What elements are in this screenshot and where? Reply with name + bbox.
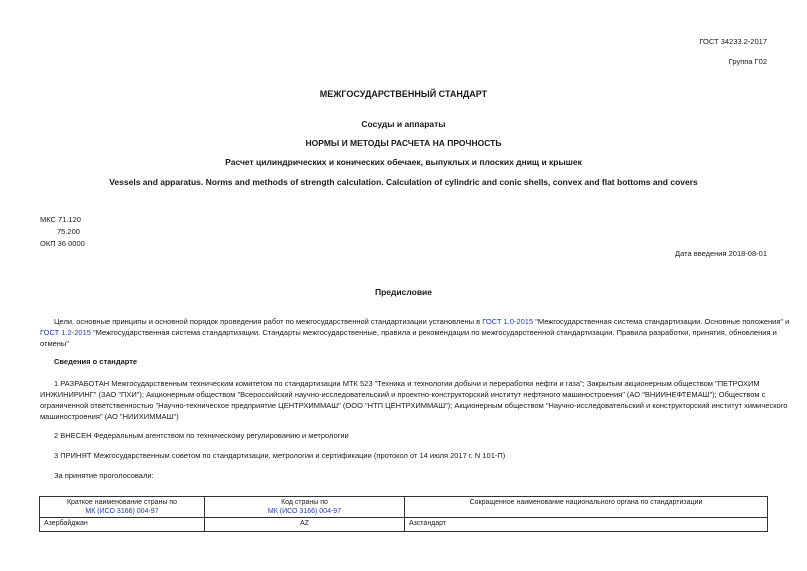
item-3-adopted: 3 ПРИНЯТ Межгосударственным советом по стандартизации, метрологии и сертификации (протокол от 14 июля 2017 г. N 101-П) — [54, 451, 506, 460]
standard-type: МЕЖГОСУДАРСТВЕННЫЙ СТАНДАРТ — [319, 89, 488, 99]
country-name-header — [40, 497, 205, 518]
foreword-text-start: Цели, основные принципы и основной порядок проведения работ по межгосударственной стандартизации установлены в — [54, 317, 483, 326]
foreword-line-3: отмены" — [40, 339, 69, 348]
national-body-cell: Азстандарт — [405, 518, 768, 532]
national-body-header-label: Сокращенное наименование национального органа по стандартизации — [469, 499, 703, 506]
voting-countries-table — [39, 496, 768, 532]
subtitle-en: Vessels and apparatus. Norms and methods of strength calculation. Calculation of cylindric and conic shells, convex and flat bottoms and covers — [109, 177, 698, 187]
item-1-line-4: машиностроения" (АО "НИИХИММАШ") — [40, 412, 179, 421]
subject-title: Сосуды и аппараты — [361, 119, 446, 129]
country-code-header-label: Код страны по — [281, 499, 328, 506]
standard-info-heading: Сведения о стандарте — [54, 357, 138, 366]
item-2-introduced: 2 ВНЕСЕН Федеральным агентством по техническому регулированию и метрологии — [54, 431, 349, 440]
item-1-line-1: 1 РАЗРАБОТАН Межгосударственным техническим комитетом по стандартизации МТК 523 "Техника и технологии добычи и переработки нефти и газа"; Закрытым акционерным обществом "ПЕТРОХИМ — [54, 379, 760, 388]
gost-1-2-link[interactable]: ГОСТ 1.2-2015 — [40, 328, 91, 337]
country-name-standard-link[interactable]: МК (ИСО 3166) 004-97 — [85, 508, 159, 515]
foreword-paragraph — [40, 316, 790, 349]
introduction-date: Дата введения 2018-08-01 — [675, 249, 767, 258]
main-title: НОРМЫ И МЕТОДЫ РАСЧЕТА НА ПРОЧНОСТЬ — [305, 138, 502, 148]
country-code-standard-link[interactable]: МК (ИСО 3166) 004-97 — [267, 508, 342, 515]
subtitle-ru: Расчет цилиндрических и конических обечаек, выпуклых и плоских днищ и крышек — [225, 157, 582, 167]
mks-code-2: 75.200 — [57, 227, 80, 236]
foreword-text-line2: "Межгосударственная система стандартизации. Стандарты межгосударственные, правила и рекомендации по межгосударственной стандартизации. Правила разработки, принятия, обновления и — [90, 328, 777, 337]
table-header-row — [40, 497, 768, 518]
table-row — [40, 518, 768, 532]
item-1-developed — [40, 378, 788, 422]
gost-1-0-link[interactable]: ГОСТ 1.0-2015 — [482, 317, 534, 326]
mks-code-1: МКС 71.120 — [40, 215, 81, 224]
item-1-line-3: ограниченной ответственностью "Научно-техническое предприятие ЦЕНТРХИММАШ" (ООО "НТП ЦЕНТРХИММАШ"); Акционерным обществом "Научно-исследовательский и конструкторский институт химического — [40, 401, 788, 410]
item-1-line-2: ИНЖИНИРИНГ" (ЗАО "ПХИ"); Акционерным обществом "Всероссийский научно-исследовательский и проектно-конструкторский институт нефтяного машиностроения" (АО "ВНИИНЕФТЕМАШ"); Обществом с — [40, 390, 766, 399]
national-body-header — [405, 497, 768, 518]
foreword-line-2 — [40, 327, 777, 338]
document-number: ГОСТ 34233.2-2017 — [699, 37, 767, 46]
foreword-line-1 — [40, 316, 790, 327]
country-code-cell: AZ — [205, 518, 405, 532]
foreword-text-mid: "Межгосударственная система стандартизации. Основные положения" и — [533, 317, 790, 326]
okp-code: ОКП 36 0000 — [40, 239, 85, 248]
group-code: Группа Г02 — [728, 57, 767, 66]
country-name-cell: Азербайджан — [40, 518, 205, 532]
country-name-header-label: Краткое наименование страны по — [66, 499, 178, 506]
voted-for-label: За принятие проголосовали: — [54, 471, 154, 480]
foreword-heading: Предисловие — [374, 287, 433, 297]
country-code-header — [205, 497, 405, 518]
